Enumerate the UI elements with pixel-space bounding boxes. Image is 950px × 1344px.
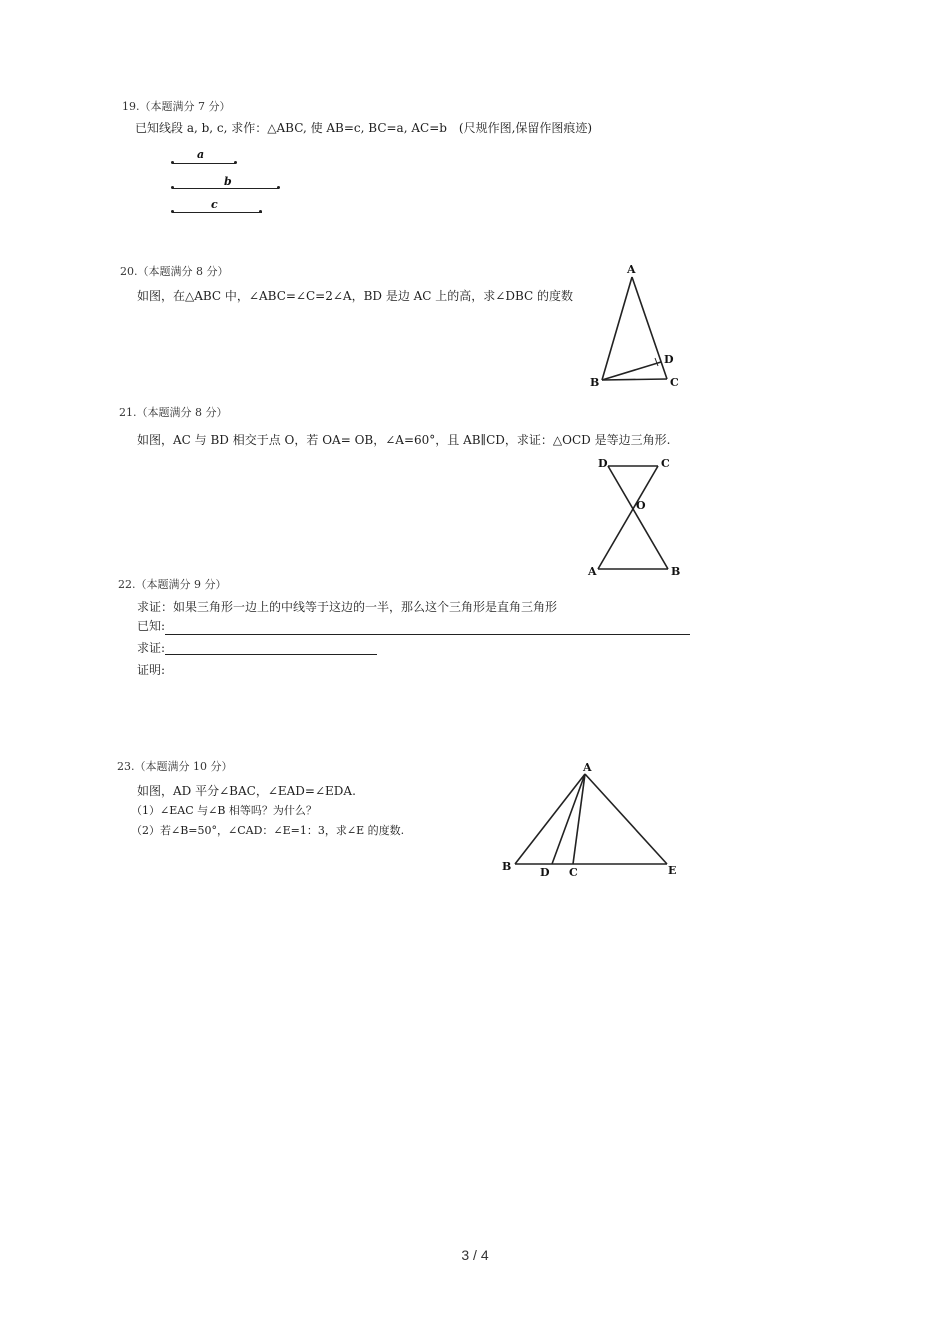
q21-header: 21.（本题满分 8 分） (119, 406, 228, 419)
q23-label-e: E (668, 864, 677, 877)
segment-c (172, 212, 262, 213)
segment-a (172, 163, 236, 164)
q21-label-c: C (661, 457, 670, 470)
q20-label-c: C (670, 376, 679, 389)
q20-triangle-figure (585, 262, 705, 392)
q23-label-b: B (502, 860, 512, 873)
q23-part1: （1）∠EAC 与∠B 相等吗？为什么？ (131, 804, 317, 817)
q22-known-line (165, 634, 690, 635)
side-bc (602, 379, 667, 380)
side-ac (632, 277, 667, 379)
q22-prove-line (165, 654, 377, 655)
q20-label-d: D (664, 353, 674, 366)
q23-figure (497, 760, 697, 880)
q23-label-a: A (583, 761, 592, 774)
q21-label-d: D (598, 457, 608, 470)
segment-ad (552, 774, 585, 864)
q22-header: 22.（本题满分 9 分） (118, 578, 227, 591)
segment-a-label: a (197, 148, 205, 161)
q20-label-b: B (590, 376, 600, 389)
q19-text: 已知线段 a, b, c, 求作：△ABC, 使 AB=c, BC=a, AC=b (尺规作图,保留作图痕迹) (135, 121, 593, 135)
q23-label-c: C (569, 866, 578, 879)
q23-part2: （2）若∠B=50°，∠CAD：∠E=1：3，求∠E 的度数. (131, 824, 405, 837)
page-number: 3 / 4 (461, 1247, 489, 1263)
segment-db (608, 466, 668, 569)
q23-label-d: D (540, 866, 550, 879)
side-ab (602, 277, 632, 380)
q21-figure (584, 455, 694, 580)
segment-b (172, 188, 279, 189)
q20-header: 20.（本题满分 8 分） (120, 265, 229, 278)
q22-prove-label: 求证: (137, 641, 166, 655)
q20-label-a: A (627, 263, 636, 276)
q23-text: 如图，AD 平分∠BAC，∠EAD=∠EDA. (137, 784, 356, 798)
q19-header: 19.（本题满分 7 分） (122, 100, 231, 113)
segment-b-label: b (224, 175, 232, 188)
q22-proof-label: 证明: (137, 663, 166, 677)
q21-label-o: O (636, 499, 646, 512)
altitude-bd (602, 362, 661, 380)
segment-c-label: c (211, 198, 218, 211)
q21-text: 如图，AC 与 BD 相交于点 O，若 OA= OB，∠A=60°，且 AB∥CD，求证：△OCD 是等边三角形. (137, 433, 671, 447)
q22-known-label: 已知: (137, 619, 166, 633)
q22-statement: 求证：如果三角形一边上的中线等于这边的一半，那么这个三角形是直角三角形 (137, 600, 558, 614)
segment-ca (598, 466, 658, 569)
q21-label-a: A (588, 565, 597, 578)
q23-header: 23.（本题满分 10 分） (117, 760, 233, 773)
q20-text: 如图，在△ABC 中，∠ABC=∠C=2∠A，BD 是边 AC 上的高，求∠DBC 的度数 (137, 289, 574, 303)
segment-ae (585, 774, 667, 864)
q21-label-b: B (671, 565, 681, 578)
